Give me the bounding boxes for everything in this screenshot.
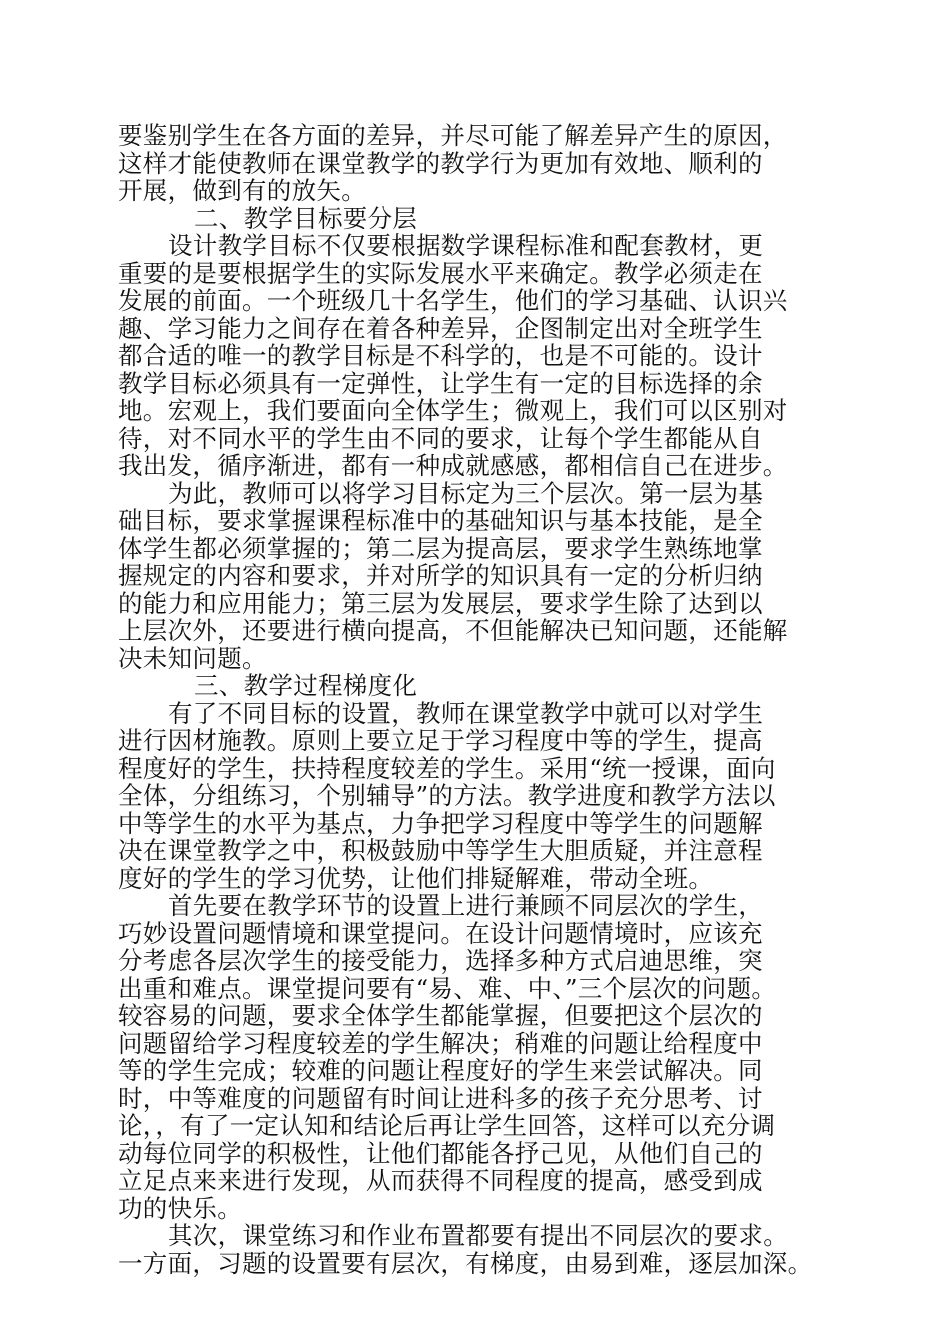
text-line: 教学目标必须具有一定弹性，让学生有一定的目标选择的余 <box>118 368 763 398</box>
text-line: 时，中等难度的问题留有时间让进科多的孩子充分思考、讨 <box>118 1083 763 1113</box>
text-line: 较容易的问题，要求全体学生都能掌握，但要把这个层次的 <box>118 1001 763 1030</box>
text-line: 等的学生完成；较难的问题让程度好的学生来尝试解决。同 <box>118 1056 763 1085</box>
text-line: 立足点来来进行发现，从而获得不同程度的提高，感受到成 <box>118 1166 763 1195</box>
section-heading: 二、教学目标要分层 <box>194 203 418 233</box>
text-line: 为此，教师可以将学习目标定为三个层次。第一层为基 <box>168 478 764 508</box>
text-line: 动每位同学的积极性，让他们都能各抒己见，从他们自己的 <box>118 1138 763 1168</box>
document-body <box>118 122 818 1277</box>
text-line: 地。宏观上，我们要面向全体学生；微观上，我们可以区别对 <box>118 396 788 425</box>
text-line: 有了不同目标的设置，教师在课堂教学中就可以对学生 <box>168 698 764 728</box>
text-line: 开展，做到有的放矢。 <box>118 176 366 205</box>
text-line: 功的快乐。 <box>118 1193 242 1223</box>
text-line: 握规定的内容和要求，并对所学的知识具有一定的分析归纳 <box>118 561 763 590</box>
text-line: 论，，有了一定认知和结论后再让学生回答，这样可以充分调 <box>118 1111 776 1140</box>
text-line: 一方面，习题的设置要有层次，有梯度，由易到难，逐层加深。 <box>118 1248 813 1278</box>
text-line: 都合适的唯一的教学目标是不科学的，也是不可能的。设计 <box>118 341 763 370</box>
text-line: 体学生都必须掌握的；第二层为提高层，要求学生熟练地掌 <box>118 533 763 563</box>
text-line: 首先要在教学环节的设置上进行兼顾不同层次的学生， <box>168 891 764 920</box>
text-line: 中等学生的水平为基点，力争把学习程度中等学生的问题解 <box>118 808 763 838</box>
text-line: 巧妙设置问题情境和课堂提问。在设计问题情境时，应该充 <box>118 918 763 948</box>
text-line: 我出发，循序渐进，都有一种成就感感，都相信自己在进步。 <box>118 451 788 480</box>
text-line: 础目标，要求掌握课程标准中的基础知识与基本技能，是全 <box>118 506 763 535</box>
section-heading: 三、教学过程梯度化 <box>194 671 418 700</box>
text-line: 要鉴别学生在各方面的差异，并尽可能了解差异产生的原因， <box>118 121 788 150</box>
text-line: 上层次外，还要进行横向提高，不但能解决已知问题，还能解 <box>118 616 788 645</box>
text-line: 决未知问题。 <box>118 643 267 673</box>
text-line: 问题留给学习程度较差的学生解决；稍难的问题让给程度中 <box>118 1028 763 1058</box>
text-line: 决在课堂教学之中，积极鼓励中等学生大胆质疑，并注意程 <box>118 836 763 865</box>
text-line: 其次，课堂练习和作业布置都要有提出不同层次的要求。 <box>168 1221 788 1250</box>
text-line: 趣、学习能力之间存在着各种差异，企图制定出对全班学生 <box>118 313 763 343</box>
text-line: 设计教学目标不仅要根据数学课程标准和配套教材，更 <box>168 231 764 260</box>
text-line: 全体，分组练习，个别辅导”的方法。教学进度和教学方法以 <box>118 781 776 810</box>
text-line: 出重和难点。课堂提问要有“易、难、中、”三个层次的问题。 <box>118 973 777 1003</box>
text-line: 进行因材施教。原则上要立足于学习程度中等的学生，提高 <box>118 726 763 755</box>
text-line: 待，对不同水平的学生由不同的要求，让每个学生都能从自 <box>118 423 763 453</box>
text-line: 度好的学生的学习优势，让他们排疑解难，带动全班。 <box>118 863 714 893</box>
text-line: 分考虑各层次学生的接受能力，选择多种方式启迪思维，突 <box>118 946 763 975</box>
text-line: 发展的前面。一个班级几十名学生，他们的学习基础、认识兴 <box>118 286 788 315</box>
text-line: 程度好的学生，扶持程度较差的学生。采用“统一授课，面向 <box>118 753 776 783</box>
text-line: 这样才能使教师在课堂教学的教学行为更加有效地、顺利的 <box>118 148 763 178</box>
text-line: 重要的是要根据学生的实际发展水平来确定。教学必须走在 <box>118 258 763 288</box>
text-line: 的能力和应用能力；第三层为发展层，要求学生除了达到以 <box>118 588 763 618</box>
